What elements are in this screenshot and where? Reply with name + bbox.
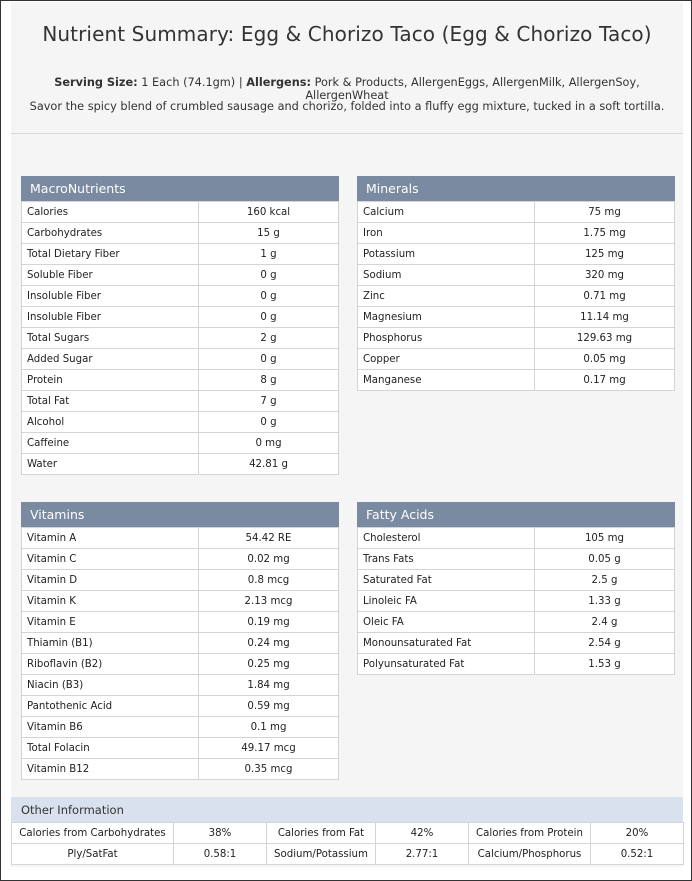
macronutrient-row [22, 370, 339, 391]
other-information-title: Other Information [21, 803, 124, 817]
summary-header [11, 2, 683, 134]
nutrient-value: 42.81 g [199, 454, 339, 475]
nutrient-label: Cholesterol [358, 528, 535, 549]
vitamin-row [22, 738, 339, 759]
nutrient-label: Soluble Fiber [22, 265, 199, 286]
fatty-acids-panel [357, 502, 675, 675]
nutrient-value: 0.24 mg [199, 633, 339, 654]
nutrient-label: Monounsaturated Fat [358, 633, 535, 654]
nutrient-value: 0 g [199, 286, 339, 307]
separator: | [238, 76, 243, 89]
vitamins-title: Vitamins [30, 507, 85, 522]
ratio-value: 42% [376, 823, 469, 844]
nutrient-label: Manganese [358, 370, 535, 391]
minerals-panel [357, 176, 675, 391]
nutrient-value: 8 g [199, 370, 339, 391]
nutrient-label: Copper [358, 349, 535, 370]
nutrient-label: Zinc [358, 286, 535, 307]
nutrient-value: 0 g [199, 265, 339, 286]
nutrient-value: 1.53 g [535, 654, 675, 675]
ratio-label: Calories from Carbohydrates [12, 823, 174, 844]
fatty-acid-row [358, 528, 675, 549]
nutrient-label: Saturated Fat [358, 570, 535, 591]
ratio-label: Calcium/Phosphorus [469, 844, 591, 865]
vitamin-row [22, 675, 339, 696]
fatty-acid-row [358, 654, 675, 675]
nutrient-value: 2.4 g [535, 612, 675, 633]
nutrient-value: 0.05 g [535, 549, 675, 570]
nutrient-value: 49.17 mcg [199, 738, 339, 759]
nutrient-label: Vitamin C [22, 549, 199, 570]
nutrient-value: 0.71 mg [535, 286, 675, 307]
nutrient-value: 0.35 mcg [199, 759, 339, 780]
mineral-row [358, 265, 675, 286]
nutrient-value: 2.13 mcg [199, 591, 339, 612]
nutrient-value: 0.8 mcg [199, 570, 339, 591]
mineral-row [358, 286, 675, 307]
vitamin-row [22, 528, 339, 549]
ratio-value: 0.58:1 [174, 844, 267, 865]
nutrient-value: 160 kcal [199, 202, 339, 223]
mineral-row [358, 370, 675, 391]
macronutrients-title: MacroNutrients [30, 181, 126, 196]
nutrient-value: 0.59 mg [199, 696, 339, 717]
nutrient-value: 0.19 mg [199, 612, 339, 633]
ratio-label: Calories from Protein [469, 823, 591, 844]
nutrient-label: Insoluble Fiber [22, 286, 199, 307]
macronutrient-row [22, 328, 339, 349]
nutrient-value: 129.63 mg [535, 328, 675, 349]
nutrient-value: 0.02 mg [199, 549, 339, 570]
nutrient-value: 7 g [199, 391, 339, 412]
nutrient-value: 0 g [199, 307, 339, 328]
macronutrients-table [21, 201, 339, 475]
nutrient-label: Caffeine [22, 433, 199, 454]
vitamin-row [22, 717, 339, 738]
macronutrient-row [22, 433, 339, 454]
ratio-label: Sodium/Potassium [267, 844, 376, 865]
allergens-label: Allergens: [246, 76, 311, 89]
page-title: Nutrient Summary: Egg & Chorizo Taco (Egg & Chorizo Taco) [42, 22, 652, 46]
nutrient-label: Magnesium [358, 307, 535, 328]
item-description: Savor the spicy blend of crumbled sausage and chorizo, folded into a fluffy egg mixture, tucked in a soft tortilla. [29, 100, 665, 113]
nutrient-label: Linoleic FA [358, 591, 535, 612]
nutrient-value: 320 mg [535, 265, 675, 286]
nutrient-label: Total Dietary Fiber [22, 244, 199, 265]
ratio-label: Ply/SatFat [12, 844, 174, 865]
nutrient-value: 125 mg [535, 244, 675, 265]
vitamin-row [22, 696, 339, 717]
nutrient-label: Vitamin B12 [22, 759, 199, 780]
macronutrients-header [21, 176, 339, 201]
nutrient-label: Vitamin K [22, 591, 199, 612]
nutrient-label: Added Sugar [22, 349, 199, 370]
nutrient-label: Vitamin B6 [22, 717, 199, 738]
nutrient-value: 0.1 mg [199, 717, 339, 738]
nutrient-label: Total Fat [22, 391, 199, 412]
vitamin-row [22, 591, 339, 612]
nutrient-label: Riboflavin (B2) [22, 654, 199, 675]
serving-allergen-line [11, 76, 683, 102]
nutrient-label: Niacin (B3) [22, 675, 199, 696]
nutrient-label: Calcium [358, 202, 535, 223]
macronutrient-row [22, 412, 339, 433]
nutrient-value: 0.05 mg [535, 349, 675, 370]
fatty-acid-row [358, 612, 675, 633]
nutrient-value: 0.25 mg [199, 654, 339, 675]
nutrient-value: 2 g [199, 328, 339, 349]
nutrient-value: 54.42 RE [199, 528, 339, 549]
fatty-acid-row [358, 591, 675, 612]
ratio-value: 2.77:1 [376, 844, 469, 865]
macronutrient-row [22, 223, 339, 244]
nutrient-value: 0 mg [199, 433, 339, 454]
mineral-row [358, 244, 675, 265]
other-information-table [11, 822, 684, 865]
vitamin-row [22, 570, 339, 591]
nutrient-label: Potassium [358, 244, 535, 265]
vitamin-row [22, 633, 339, 654]
vitamin-row [22, 759, 339, 780]
other-information-row [12, 844, 684, 865]
fatty-acid-row [358, 549, 675, 570]
nutrient-value: 1.33 g [535, 591, 675, 612]
vitamins-panel [21, 502, 339, 780]
macronutrient-row [22, 307, 339, 328]
vitamin-row [22, 654, 339, 675]
nutrient-label: Vitamin D [22, 570, 199, 591]
mineral-row [358, 328, 675, 349]
mineral-row [358, 349, 675, 370]
ratio-label: Calories from Fat [267, 823, 376, 844]
nutrient-label: Alcohol [22, 412, 199, 433]
vitamin-row [22, 549, 339, 570]
fatty-acid-row [358, 633, 675, 654]
nutrient-value: 2.54 g [535, 633, 675, 654]
nutrient-value: 1.75 mg [535, 223, 675, 244]
nutrient-value: 75 mg [535, 202, 675, 223]
nutrient-value: 0 g [199, 412, 339, 433]
nutrient-value: 15 g [199, 223, 339, 244]
nutrient-value: 1 g [199, 244, 339, 265]
mineral-row [358, 307, 675, 328]
nutrient-value: 0.17 mg [535, 370, 675, 391]
nutrient-label: Polyunsaturated Fat [358, 654, 535, 675]
fatty-acids-table [357, 527, 675, 675]
nutrient-value: 105 mg [535, 528, 675, 549]
nutrient-label: Oleic FA [358, 612, 535, 633]
nutrient-label: Sodium [358, 265, 535, 286]
nutrient-value: 1.84 mg [199, 675, 339, 696]
nutrient-label: Water [22, 454, 199, 475]
nutrient-label: Vitamin A [22, 528, 199, 549]
macronutrient-row [22, 454, 339, 475]
macronutrient-row [22, 391, 339, 412]
nutrient-value: 2.5 g [535, 570, 675, 591]
other-information-header [11, 797, 683, 822]
macronutrient-row [22, 244, 339, 265]
nutrient-label: Calories [22, 202, 199, 223]
other-information-row [12, 823, 684, 844]
mineral-row [358, 202, 675, 223]
allergens-value: Pork & Products, AllergenEggs, AllergenMilk, AllergenSoy, AllergenWheat [305, 76, 640, 102]
macronutrient-row [22, 202, 339, 223]
nutrient-value: 11.14 mg [535, 307, 675, 328]
vitamin-row [22, 612, 339, 633]
fatty-acid-row [358, 570, 675, 591]
vitamins-table [21, 527, 339, 780]
vitamins-header [21, 502, 339, 527]
nutrient-label: Pantothenic Acid [22, 696, 199, 717]
minerals-title: Minerals [366, 181, 419, 196]
ratio-value: 0.52:1 [591, 844, 684, 865]
nutrient-label: Trans Fats [358, 549, 535, 570]
minerals-table [357, 201, 675, 391]
fatty-acids-title: Fatty Acids [366, 507, 434, 522]
nutrient-label: Total Folacin [22, 738, 199, 759]
macronutrients-panel [21, 176, 339, 475]
macronutrient-row [22, 265, 339, 286]
nutrient-label: Total Sugars [22, 328, 199, 349]
nutrient-label: Carbohydrates [22, 223, 199, 244]
nutrient-label: Thiamin (B1) [22, 633, 199, 654]
ratio-value: 38% [174, 823, 267, 844]
nutrient-label: Phosphorus [358, 328, 535, 349]
fatty-acids-header [357, 502, 675, 527]
macronutrient-row [22, 286, 339, 307]
serving-size-label: Serving Size: [54, 76, 138, 89]
nutrient-value: 0 g [199, 349, 339, 370]
minerals-header [357, 176, 675, 201]
ratio-value: 20% [591, 823, 684, 844]
serving-size-value: 1 Each (74.1gm) [141, 76, 236, 89]
nutrient-label: Protein [22, 370, 199, 391]
nutrient-label: Vitamin E [22, 612, 199, 633]
nutrient-label: Iron [358, 223, 535, 244]
other-information-panel [11, 797, 683, 867]
nutrient-label: Insoluble Fiber [22, 307, 199, 328]
mineral-row [358, 223, 675, 244]
macronutrient-row [22, 349, 339, 370]
